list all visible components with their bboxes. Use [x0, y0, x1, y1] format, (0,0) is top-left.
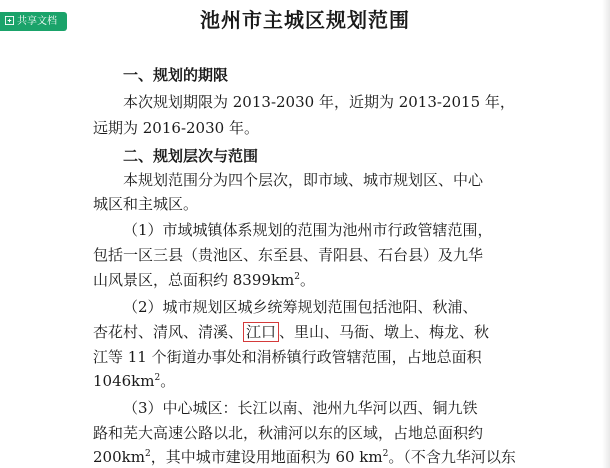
section2-intro-line: 本规划范围分为四个层次，即市域、城市规划区、中心	[123, 171, 484, 189]
p3-area-sup1: 2	[144, 449, 151, 459]
p3-area-sup2: 2	[382, 449, 389, 459]
p3-line: （3）中心城区：长江以南、池州九华河以西、铜九铁	[123, 399, 478, 417]
section2-intro-line: 城区和主城区。	[93, 195, 199, 213]
p2-line-area	[93, 371, 175, 391]
p1-area-tail: 。	[300, 271, 316, 289]
p1-line: 包括一区三县（贵池区、东至县、青阳县、石台县）及九华	[93, 246, 484, 264]
p1-area-text: 山风景区，总面积约 8399km	[93, 271, 295, 289]
p2-line2-before: 杏花村、清风、清溪、	[93, 323, 244, 341]
section1-line: 远期为 2016-2030 年。	[93, 119, 259, 137]
page-edge-shadow	[602, 0, 610, 468]
p2-line2-after: 、里山、马衙、墩上、梅龙、秋	[279, 323, 490, 341]
p2-line-with-highlight	[93, 322, 489, 342]
highlighted-term-jiangkou: 江口	[243, 322, 279, 342]
p1-line-area	[93, 270, 315, 290]
p2-line: 江等 11 个街道办事处和涓桥镇行政管辖范围，占地总面积	[93, 348, 482, 366]
p3-area-c: 。（不含九华河以东	[388, 448, 516, 466]
p2-area-tail: 。	[160, 372, 176, 390]
p3-area-a: 200km	[93, 448, 145, 466]
section2-heading: 二、规划层次与范围	[123, 147, 259, 165]
p1-area-sup: 2	[294, 272, 300, 282]
page-title: 池州市主城区规划范围	[200, 8, 410, 32]
p3-area-b: ，其中城市建设用地面积为 60 km	[150, 448, 383, 466]
section1-line: 本次规划期限为 2013-2030 年，近期为 2013-2015 年，	[123, 93, 515, 111]
share-document-label: 共享文档	[17, 16, 57, 27]
section1-heading: 一、规划的期限	[123, 66, 229, 84]
p2-area-sup: 2	[154, 373, 161, 383]
p2-area-text: 1046km	[93, 372, 155, 390]
p1-line: （1）市域城镇体系规划的范围为池州市行政管辖范围，	[123, 221, 493, 239]
p3-line-area	[93, 447, 516, 467]
p2-line: （2）城市规划区城乡统筹规划范围包括池阳、秋浦、	[123, 298, 478, 316]
p3-line: 路和芜大高速公路以北，秋浦河以东的区域，占地总面积约	[93, 424, 484, 442]
